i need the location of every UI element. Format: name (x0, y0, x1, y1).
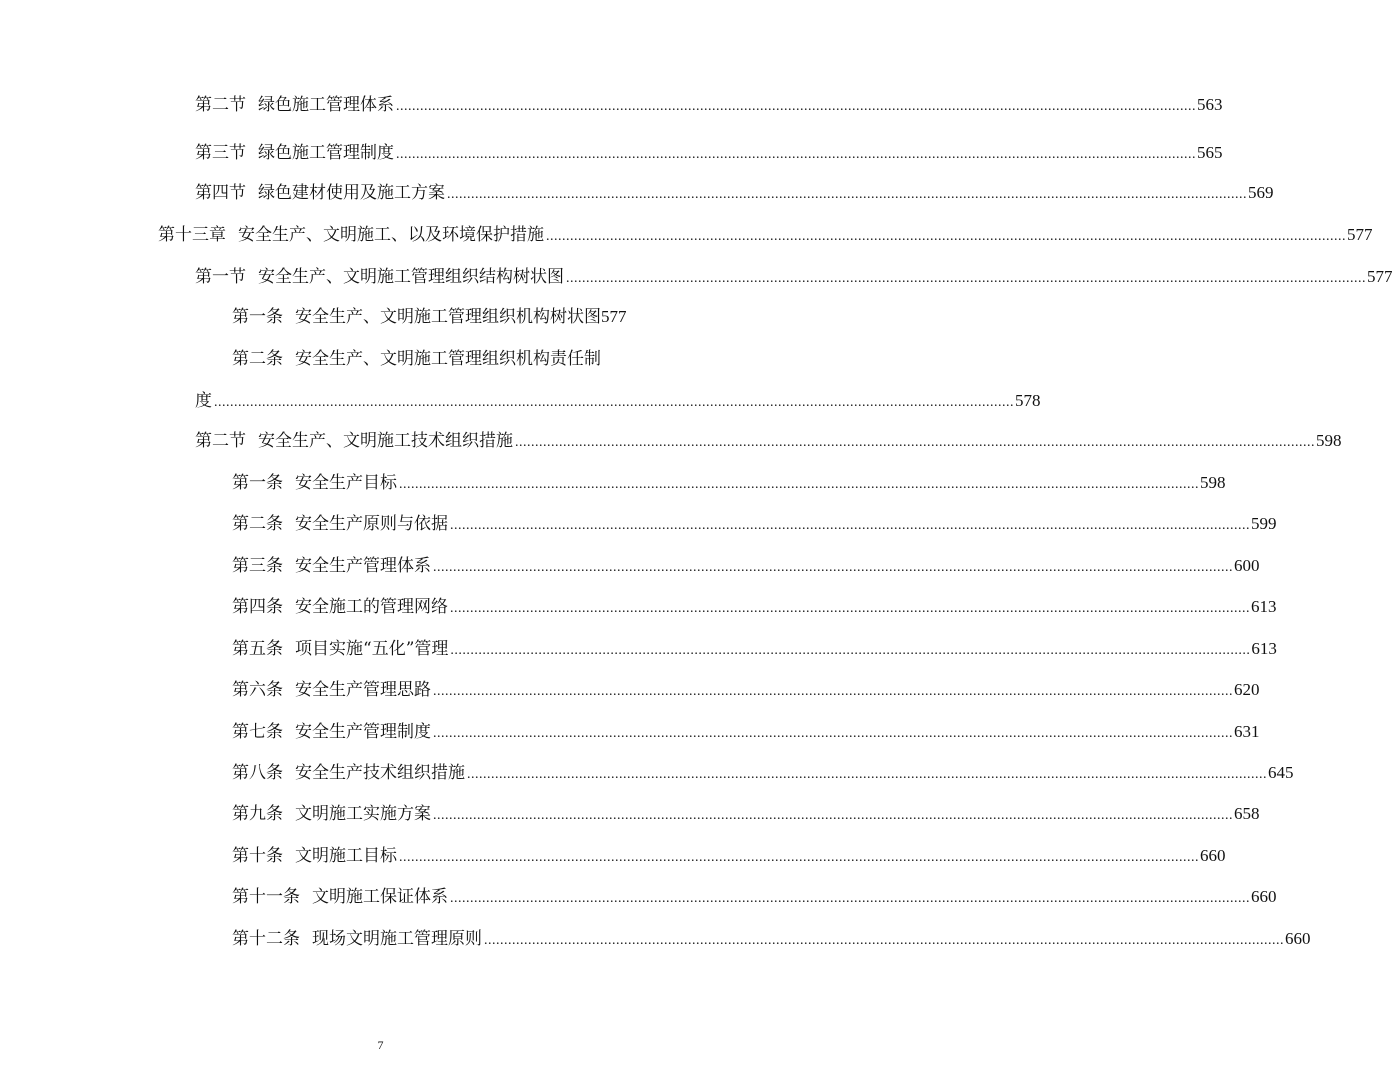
toc-entry-number: 第一条 (232, 473, 283, 493)
toc-entry-number: 第二节 (195, 431, 246, 451)
toc-entry-number: 第八条 (232, 763, 283, 783)
toc-entry-page: 600 (1234, 556, 1260, 575)
toc-entry-title: 安全生产管理体系 (295, 556, 431, 576)
toc-entry-title: 绿色建材使用及施工方案 (258, 183, 445, 203)
dot-leader: ........................................................................................................................................................................................................ (433, 808, 1233, 823)
toc-entry-page: 631 (1234, 722, 1260, 741)
toc-entry-page: 613 (1251, 639, 1277, 658)
toc-entry[interactable] (232, 924, 1311, 954)
toc-entry-title: 安全生产、文明施工、以及环境保护措施 (238, 225, 544, 245)
dot-leader: ........................................................................................................................................................................................................ (546, 229, 1346, 244)
dot-leader: ........................................................................................................................................................................................................ (515, 435, 1315, 450)
toc-entry-page: 658 (1234, 804, 1260, 823)
dot-leader: ........................................................................................................................................................................................................ (214, 395, 1014, 410)
toc-entry[interactable] (232, 841, 1226, 871)
toc-entry-page: 620 (1234, 680, 1260, 699)
toc-entry[interactable] (232, 758, 1294, 788)
toc-entry-page: 599 (1251, 514, 1277, 533)
toc-entry[interactable] (232, 344, 652, 374)
toc-entry-title: 安全生产管理思路 (295, 680, 431, 700)
toc-entry-continuation[interactable] (195, 386, 1041, 416)
toc-entry[interactable] (232, 509, 1277, 539)
toc-entry-title: 文明施工保证体系 (312, 887, 448, 907)
toc-entry-title: 安全生产原则与依据 (295, 514, 448, 534)
toc-entry-number: 第十条 (232, 846, 283, 866)
toc-entry-page: 578 (1015, 391, 1041, 410)
toc-entry-page: 660 (1251, 887, 1277, 906)
dot-leader: ........................................................................................................................................................................................................ (433, 726, 1233, 741)
toc-entry-page: 577 (1367, 267, 1393, 286)
toc-entry-number: 第二条 (232, 349, 283, 369)
toc-entry-page: 660 (1200, 846, 1226, 865)
dot-leader: ........................................................................................................................................................................................................ (399, 477, 1199, 492)
toc-entry[interactable] (195, 178, 1274, 208)
toc-entry-title: 绿色施工管理制度 (258, 143, 394, 163)
toc-entry[interactable] (158, 220, 1373, 250)
toc-entry[interactable] (232, 882, 1277, 912)
dot-leader: ........................................................................................................................................................................................................ (484, 933, 1284, 948)
dot-leader: ........................................................................................................................................................................................................ (450, 518, 1250, 533)
toc-entry-page: 613 (1251, 597, 1277, 616)
dot-leader: ........................................................................................................................................................................................................ (433, 560, 1233, 575)
toc-entry-page: 563 (1197, 95, 1223, 114)
dot-leader: ........................................................................................................................................................................................................ (467, 767, 1267, 782)
toc-entry-title: 项目实施“五化”管理 (295, 639, 449, 659)
toc-entry-page: 598 (1200, 473, 1226, 492)
toc-entry-title: 安全生产目标 (295, 473, 397, 493)
toc-entry[interactable] (232, 799, 1260, 829)
toc-entry-number: 第一条 (232, 307, 283, 327)
toc-entry-page: 598 (1316, 431, 1342, 450)
toc-entry[interactable] (232, 675, 1260, 705)
dot-leader: ........................................................................................................................................................................................................ (433, 684, 1233, 699)
toc-entry-number: 第六条 (232, 680, 283, 700)
toc-entry-title: 安全生产管理制度 (295, 722, 431, 742)
toc-entry[interactable] (232, 302, 660, 332)
toc-entry-number: 第七条 (232, 722, 283, 742)
toc-entry-number: 第四节 (195, 183, 246, 203)
toc-entry-title: 安全生产技术组织措施 (295, 763, 465, 783)
toc-entry-number: 第四条 (232, 597, 283, 617)
toc-entry-title: 文明施工实施方案 (295, 804, 431, 824)
dot-leader: ........................................................................................................................................................................................................ (396, 147, 1196, 162)
toc-entry-number: 第二节 (195, 95, 246, 115)
toc-entry-page: 577 (1347, 225, 1373, 244)
toc-entry[interactable] (195, 426, 1342, 456)
toc-entry-number: 第二条 (232, 514, 283, 534)
toc-entry[interactable] (232, 592, 1277, 622)
toc-entry-title: 安全生产、文明施工管理组织机构树状图 (295, 307, 601, 327)
toc-entry-title: 安全生产、文明施工技术组织措施 (258, 431, 513, 451)
toc-entry-number: 第九条 (232, 804, 283, 824)
toc-entry[interactable] (195, 262, 1393, 292)
toc-entry-page: 645 (1268, 763, 1294, 782)
toc-entry-number: 第一节 (195, 267, 246, 287)
toc-entry-number: 第十一条 (232, 887, 300, 907)
toc-entry[interactable] (232, 468, 1226, 498)
toc-entry-title: 安全生产、文明施工管理组织机构责任制 (295, 349, 601, 369)
dot-leader: ........................................................................................................................................................................................................ (450, 601, 1250, 616)
dot-leader: ........................................................................................................................................................................................................ (450, 643, 1251, 658)
dot-leader: ........................................................................................................................................................................................................ (396, 99, 1196, 114)
toc-entry-title: 文明施工目标 (295, 846, 397, 866)
toc-entry-number: 第三节 (195, 143, 246, 163)
toc-entry-title: 安全生产、文明施工管理组织结构树状图 (258, 267, 564, 287)
toc-entry-title: 现场文明施工管理原则 (312, 929, 482, 949)
toc-entry[interactable] (232, 551, 1260, 581)
toc-entry-title: 绿色施工管理体系 (258, 95, 394, 115)
toc-entry-page: 565 (1197, 143, 1223, 162)
dot-leader: ........................................................................................................................................................................................................ (566, 271, 1366, 286)
toc-entry-title-continued: 度 (195, 391, 212, 411)
toc-entry-page: 569 (1248, 183, 1274, 202)
toc-entry[interactable] (232, 717, 1260, 747)
dot-leader: ........................................................................................................................................................................................................ (447, 187, 1247, 202)
toc-entry-title: 安全施工的管理网络 (295, 597, 448, 617)
toc-entry-page: 577 (601, 307, 627, 326)
toc-entry[interactable] (195, 90, 1223, 120)
toc-entry[interactable] (232, 634, 1277, 664)
dot-leader: ........................................................................................................................................................................................................ (450, 891, 1250, 906)
toc-entry[interactable] (195, 138, 1223, 168)
toc-entry-number: 第十三章 (158, 225, 226, 245)
page-number: 7 (377, 1038, 384, 1052)
toc-entry-number: 第五条 (232, 639, 283, 659)
toc-entry-page: 660 (1285, 929, 1311, 948)
dot-leader: ........................................................................................................................................................................................................ (399, 850, 1199, 865)
toc-entry-number: 第十二条 (232, 929, 300, 949)
toc-entry-number: 第三条 (232, 556, 283, 576)
